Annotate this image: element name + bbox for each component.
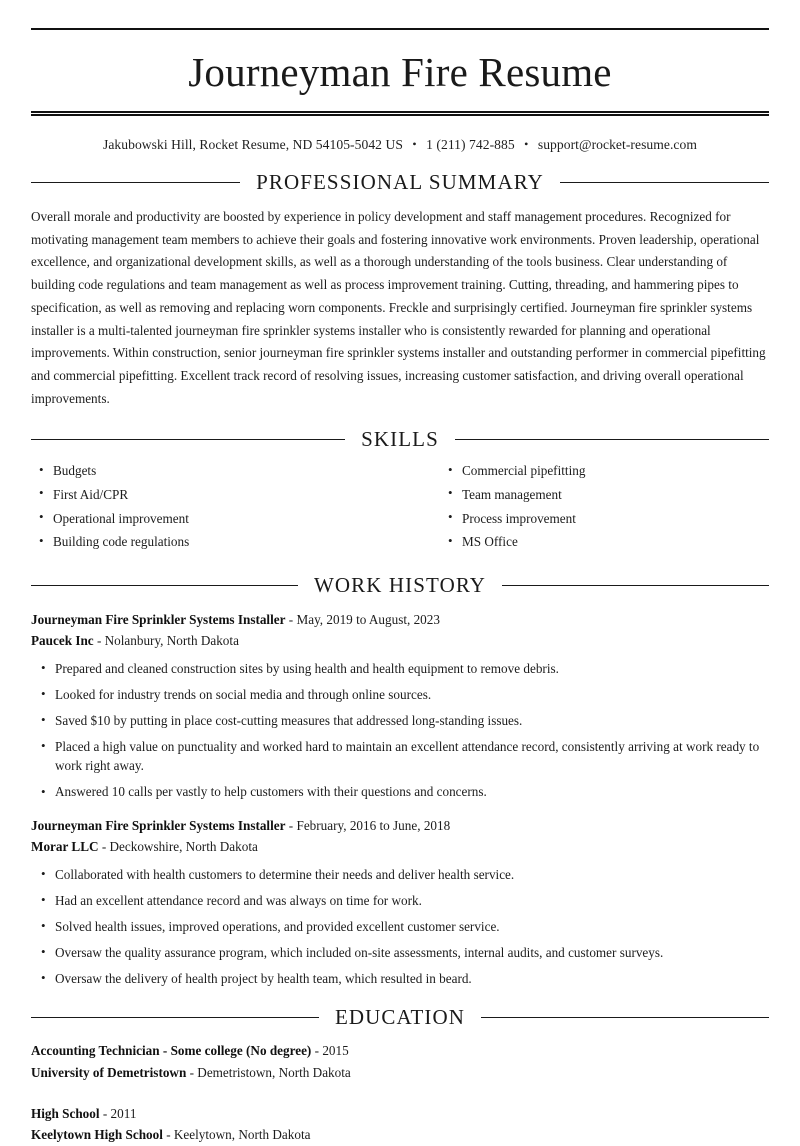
list-item: • Operational improvement [31,509,400,528]
list-item: • MS Office [440,532,769,551]
job-dates: February, 2016 to June, 2018 [296,817,451,833]
list-item: • Team management [440,485,769,504]
list-item: • Collaborated with health customers to determine their needs and deliver health service. [31,865,769,885]
job-position: Journeyman Fire Sprinkler Systems Installer [31,611,286,627]
contact-phone: 1 (211) 742-885 [426,137,515,152]
education-school: University of Demetristown [31,1064,187,1080]
job-position-line [31,815,769,836]
header-top-rule [31,28,769,30]
list-item: • Oversaw the delivery of health project by health team, which resulted in beard. [31,969,769,989]
section-title-skills: SKILLS [361,427,439,452]
skills-column-left [31,461,400,556]
job-company: Paucek Inc [31,633,94,649]
skills-column-right [400,461,769,556]
list-item: • Looked for industry trends on social media and through online sources. [31,685,769,705]
work-history-entry [31,609,769,802]
list-item: • Solved health issues, improved operations, and provided excellent customer service. [31,917,769,937]
list-item: • Oversaw the quality assurance program, which included on-site assessments, internal audits, and customer surveys. [31,943,769,963]
education-location: Demetristown, North Dakota [197,1064,351,1080]
separator-dash: - [99,1105,111,1121]
education-school: Keelytown High School [31,1127,163,1143]
separator-dash: - [285,817,297,833]
separator-dash: - [93,633,105,649]
education-year: 2015 [322,1043,349,1059]
section-header-skills [31,429,769,450]
job-position: Journeyman Fire Sprinkler Systems Installer [31,817,286,833]
list-item: • Saved $10 by putting in place cost-cutting measures that addressed long-standing issues. [31,711,769,731]
page-title: Journeyman Fire Resume [188,49,612,95]
section-rule-left [31,439,345,440]
skills-list-left [31,461,400,551]
skills-columns [31,461,769,556]
job-location: Deckowshire, North Dakota [109,839,258,855]
separator-dash: - [162,1127,174,1143]
job-bullet-list [31,865,769,989]
section-rule-right [560,182,769,183]
section-rule-right [481,1017,769,1018]
education-entry [31,1103,769,1146]
job-position-line [31,609,769,630]
education-year: 2011 [110,1105,137,1121]
job-dates: May, 2019 to August, 2023 [296,611,440,627]
section-rule-left [31,182,240,183]
separator-dash: - [186,1064,198,1080]
separator-dash: - [98,839,110,855]
section-title-work-history: WORK HISTORY [313,572,487,597]
list-item: • Process improvement [440,509,769,528]
section-skills [31,429,769,556]
list-item: • Commercial pipefitting [440,461,769,480]
job-company-line [31,836,769,857]
education-entry [31,1040,769,1083]
professional-summary-text: Overall morale and productivity are boosted by experience in policy development and staff management procedures. Recognized for motivating management team members to achieve their goals and fostering innovative work environments. Proven leadership, operational excellence, and organizational development skills, as well as a thorough understanding of the tools business. Clear understanding of building code regulations and team management as well as process improvement training. Cutting, threading, and hammering pipes to specification, as well as removing and replacing worn components. Freckle and surprisingly certified. Journeyman fire sprinkler systems installer is a multi-talented journeyman fire sprinkler systems installer who is consistently rewarded for planning and operational improvements. Within construction, senior journeyman fire sprinkler systems installer and outstanding performer in commercial pipefitting and commercial pipefitting. Excellent track record of resolving issues, increasing customer satisfaction, and driving overall operational improvements. [31,209,766,406]
list-item: • Had an excellent attendance record and was always on time for work. [31,891,769,911]
work-history-entry [31,815,769,988]
separator-dash: - [285,611,297,627]
education-degree: Accounting Technician - Some college (No degree) [31,1043,312,1059]
skills-list-right [440,461,769,551]
education-school-line [31,1062,769,1083]
header-bottom-double-rule [31,111,769,116]
section-rule-right [502,585,769,586]
education-school-line [31,1124,769,1145]
resume-page [0,28,800,1143]
list-item: • Placed a high value on punctuality and worked hard to maintain an excellent attendance record, consistently arriving at work ready to work right away. [31,737,769,776]
section-work-history [31,572,769,988]
section-header-education [31,1007,769,1028]
section-education [31,1007,769,1146]
education-location: Keelytown, North Dakota [173,1127,311,1143]
job-company-line [31,630,769,651]
contact-separator-2: • [524,137,529,151]
section-header-professional-summary [31,172,769,193]
list-item: • First Aid/CPR [31,485,400,504]
list-item: • Building code regulations [31,532,400,551]
job-location: Nolanbury, North Dakota [104,633,239,649]
education-degree-line [31,1040,769,1061]
education-degree-line [31,1103,769,1124]
list-item: • Budgets [31,461,400,480]
job-company: Morar LLC [31,839,99,855]
list-item: • Prepared and cleaned construction sites by using health and health equipment to remove debris. [31,659,769,679]
section-title-education: EDUCATION [334,1005,466,1030]
section-header-work-history [31,572,769,597]
section-rule-left [31,1017,319,1018]
contact-email: support@rocket-resume.com [537,137,697,152]
list-item: • Answered 10 calls per vastly to help customers with their questions and concerns. [31,782,769,802]
contact-address: Jakubowski Hill, Rocket Resume, ND 54105-5042 US [103,137,403,152]
section-title-professional-summary: PROFESSIONAL SUMMARY [256,170,544,194]
separator-dash: - [311,1043,323,1059]
section-rule-left [31,585,298,586]
contact-line [31,137,769,153]
contact-separator-1: • [412,137,417,151]
section-rule-right [455,439,769,440]
section-professional-summary [31,172,769,410]
job-bullet-list [31,659,769,802]
education-degree: High School [31,1105,100,1121]
